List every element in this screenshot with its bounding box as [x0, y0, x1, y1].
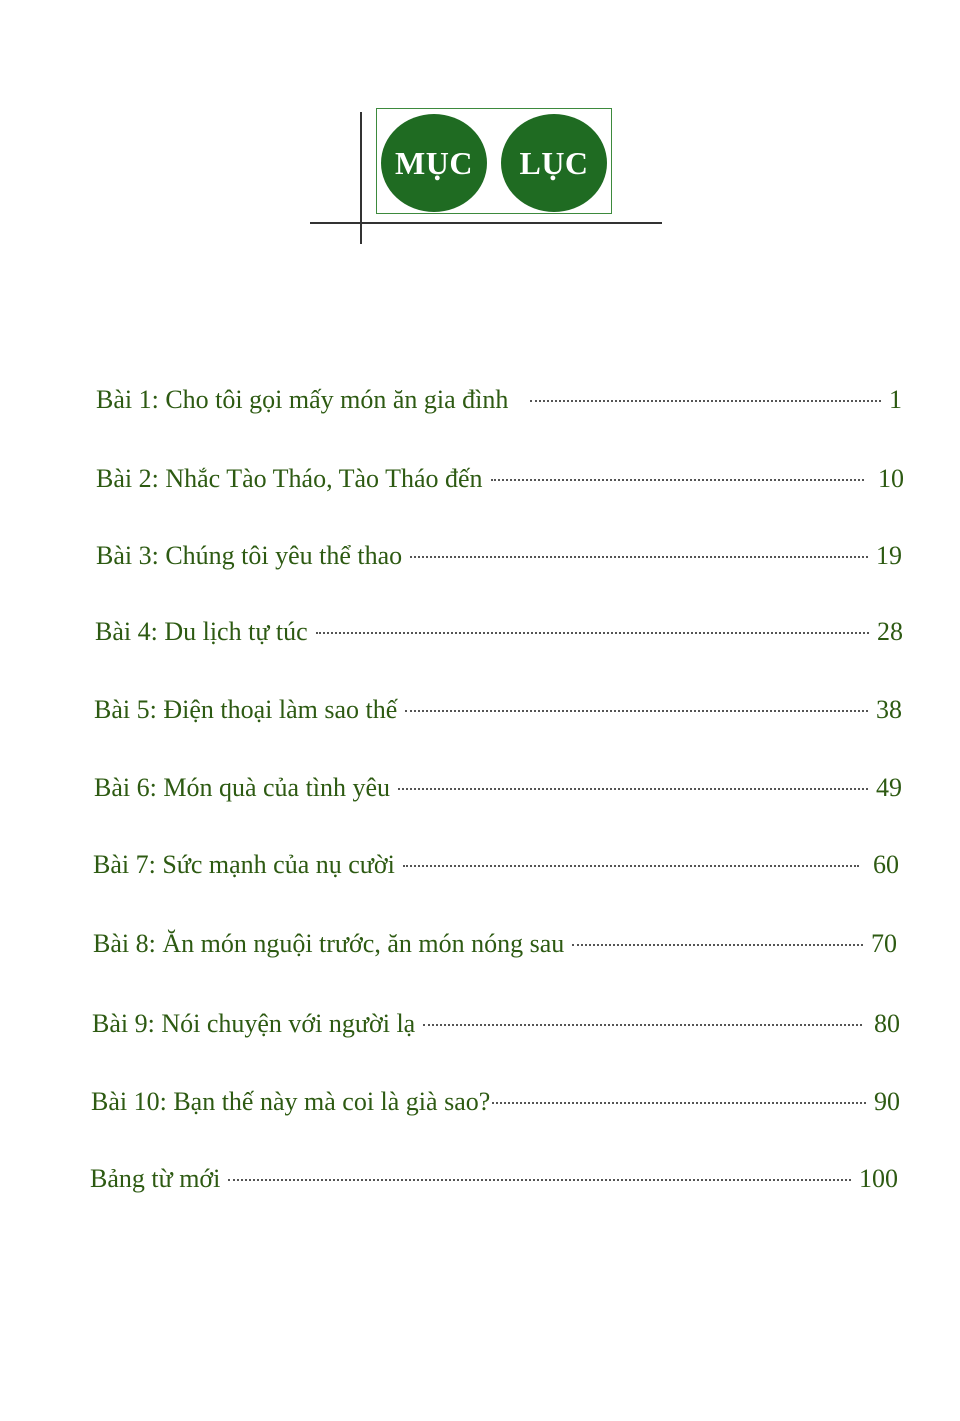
toc-entry-page: 28 — [877, 617, 903, 646]
toc-entry-lesson-4[interactable] — [95, 617, 903, 651]
dot-leader — [572, 943, 863, 946]
dot-leader — [403, 864, 859, 867]
toc-entry-page: 38 — [876, 695, 902, 724]
toc-entry-page: 19 — [876, 541, 902, 570]
toc-entry-page: 70 — [871, 929, 897, 958]
toc-entry-lesson-6[interactable] — [94, 773, 902, 807]
title-circle-left — [381, 114, 487, 212]
toc-entry-title: Bài 9: Nói chuyện với người lạ — [92, 1009, 416, 1038]
toc-entry-lesson-9[interactable] — [92, 1009, 900, 1043]
toc-entry-title: Bài 6: Món quà của tình yêu — [94, 773, 391, 802]
toc-entry-title: Bảng từ mới — [90, 1164, 221, 1193]
dot-leader — [410, 555, 868, 558]
dot-leader — [491, 478, 864, 481]
toc-entry-title: Bài 8: Ăn món nguội trước, ăn món nóng sau — [93, 929, 565, 958]
toc-entry-vocabulary[interactable] — [90, 1164, 898, 1198]
title-circle-right — [501, 114, 607, 212]
vertical-rule — [360, 112, 362, 244]
toc-entry-lesson-1[interactable] — [96, 385, 902, 419]
toc-entry-page: 90 — [874, 1087, 900, 1116]
toc-entry-page: 10 — [878, 464, 904, 493]
title-word-luc: LỤC — [519, 144, 589, 181]
dot-leader — [492, 1101, 866, 1104]
toc-entry-lesson-2[interactable] — [96, 464, 904, 498]
toc-entry-title: Bài 4: Du lịch tự túc — [95, 617, 308, 646]
toc-entry-title: Bài 7: Sức mạnh của nụ cười — [93, 850, 395, 879]
dot-leader — [228, 1178, 851, 1181]
dot-leader — [530, 399, 881, 402]
toc-entry-page: 49 — [876, 773, 902, 802]
toc-entry-title: Bài 10: Bạn thế này mà coi là già sao? — [91, 1087, 491, 1116]
horizontal-rule — [310, 222, 662, 224]
toc-header — [310, 108, 662, 248]
toc-entry-title: Bài 2: Nhắc Tào Tháo, Tào Tháo đến — [96, 464, 483, 493]
toc-entry-lesson-8[interactable] — [93, 929, 897, 963]
dot-leader — [316, 631, 869, 634]
toc-entry-lesson-10[interactable] — [91, 1087, 900, 1121]
dot-leader — [405, 709, 868, 712]
toc-entry-lesson-5[interactable] — [94, 695, 902, 729]
toc-entry-page: 100 — [859, 1164, 898, 1193]
dot-leader — [398, 787, 868, 790]
toc-entry-lesson-3[interactable] — [96, 541, 902, 575]
toc-entry-title: Bài 5: Điện thoại làm sao thế — [94, 695, 398, 724]
toc-entry-lesson-7[interactable] — [93, 850, 899, 884]
toc-entry-page: 60 — [873, 850, 899, 879]
title-word-muc: MỤC — [395, 144, 473, 181]
toc-entry-title: Bài 1: Cho tôi gọi mấy món ăn gia đình — [96, 385, 509, 414]
title-frame — [376, 108, 612, 214]
toc-entry-title: Bài 3: Chúng tôi yêu thể thao — [96, 541, 403, 570]
toc-entry-page: 1 — [889, 385, 902, 414]
dot-leader — [423, 1023, 862, 1026]
toc-entry-page: 80 — [874, 1009, 900, 1038]
